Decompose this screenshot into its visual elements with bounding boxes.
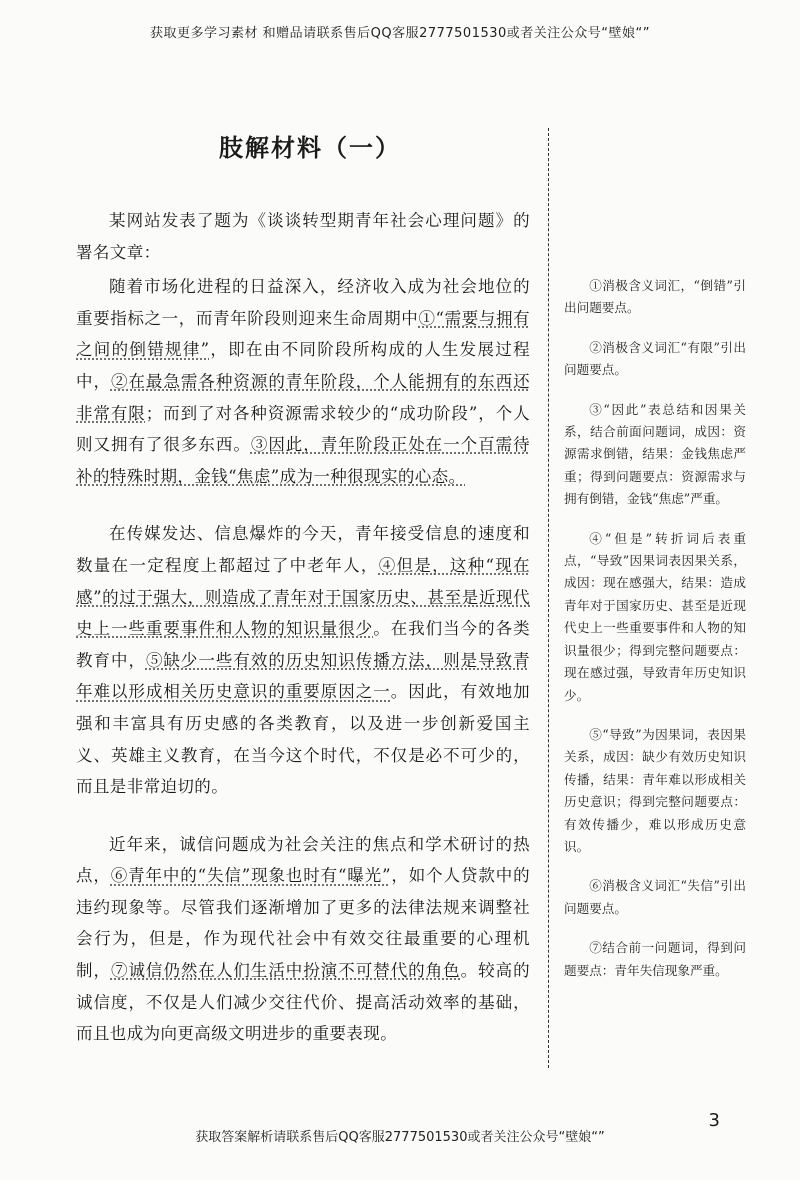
text-span: 。因此，有效地加强和丰富具有历史感的各类教育，以及进一步创新爱国主义、英雄主义教育，在当今这个时代，不仅是必不可少的，而且是非常迫切的。 (76, 682, 531, 797)
marked-point-5: ⑤缺少一些有效的历史知识传播方法，则是导致青年难以形成相关历史意识的重要原因之一 (76, 650, 530, 702)
note-5: ⑤“导致”为因果词，表因果关系，成因：缺少有效历史知识传播，结果：青年难以形成相关历史意识；得到完整问题要点：有效传播少，难以形成历史意识。 (564, 726, 746, 854)
note-7: ⑦结合前一问题词，得到问题要点：青年失信现象严重。 (564, 940, 746, 978)
text-span: 随着市场化进程的日益深入，经济收入成为社会地位的重要指标之一，而青年阶段则迎来生命周期中 (76, 277, 530, 328)
marked-point-7: ⑦诚信仍然在人们生活中扮演不可替代的角色 (110, 961, 461, 981)
text-span: 。在我们当今的各类教育中， (76, 619, 530, 670)
marked-point-2: ②在最急需各种资源的青年阶段，个人能拥有的东西还非常有限 (76, 371, 530, 423)
note-4: ④“但是”转折词后表重点，“导致”因果词表因果关系，成因：现在感强大，结果：造成青年对于国家历史、甚至是近现代史上一些重要事件和人物的知识量很少；得到完整问题要点：现在感过强，导致青年历史知识少。 (564, 530, 746, 703)
column-divider (548, 128, 549, 1068)
main-text (76, 205, 530, 1076)
marked-point-4: ④但是，这种“现在感”的过于强大，则造成了青年对于国家历史、甚至是近现代史上一些重要事件和人物的知识量很少 (76, 555, 530, 639)
page-title: 肢解材料（一） (219, 134, 401, 162)
note-2: ②消极含义词汇“有限”引出问题要点。 (564, 339, 746, 378)
text-span: 近年来，诚信问题成为社会关注的焦点和学术研讨的热点， (76, 834, 530, 886)
intro-paragraph: 某网站发表了题为《谈谈转型期青年社会心理问题》的署名文章： (76, 211, 530, 262)
marked-point-1: ①“需要与拥有之间的倒错规律” (76, 308, 530, 360)
marked-point-3: ③因此，青年阶段正处在一个百需待补的特殊时期，金钱“焦虑”成为一种很现实的心态。 (76, 435, 530, 486)
footer-note: 获取答案解析请联系售后QQ客服2777501530或者关注公众号“壁娘“” (195, 1130, 605, 1145)
marked-point-6: ⑥青年中的“失信”现象也时有“曝光” (110, 866, 391, 886)
text-span: ，如个人贷款中的违约现象等。尽管我们逐渐增加了更多的法律法规来调整社会行为，但是，作为现代社会中有效交往最重要的心理机制， (76, 866, 530, 981)
paragraph-2 (76, 518, 530, 802)
note-3: ③“因此”表总结和因果关系，结合前面问题词，成因：资源需求倒错，结果：金钱焦虑严重；得到问题要点：资源需求与拥有倒错，金钱“焦虑”严重。 (564, 401, 746, 507)
page-number: 3 (708, 1110, 720, 1131)
note-6: ⑥消极含义词汇“失信”引出问题要点。 (564, 878, 746, 916)
text-span: 在传媒发达、信息爆炸的今天，青年接受信息的速度和数量在一定程度上都超过了中老年人， (76, 524, 530, 575)
paragraph-1 (76, 271, 530, 492)
text-span: ；而到了对各种资源需求较少的“成功阶段”，个人则又拥有了很多东西。 (76, 403, 530, 455)
note-1: ①消极含义词汇，“倒错”引出问题要点。 (564, 278, 746, 316)
text-span: ，即在由不同阶段所构成的人生发展过程中， (76, 340, 530, 391)
header-note: 获取更多学习素材 和赠品请联系售后QQ客服2777501530或者关注公众号“壁娘“” (149, 26, 650, 41)
text-span: 。较高的诚信度，不仅是人们减少交往代价、提高活动效率的基础，而且也成为向更高级文明进步的重要表现。 (76, 961, 530, 1044)
paragraph-3 (76, 829, 530, 1050)
margin-notes (564, 275, 746, 999)
